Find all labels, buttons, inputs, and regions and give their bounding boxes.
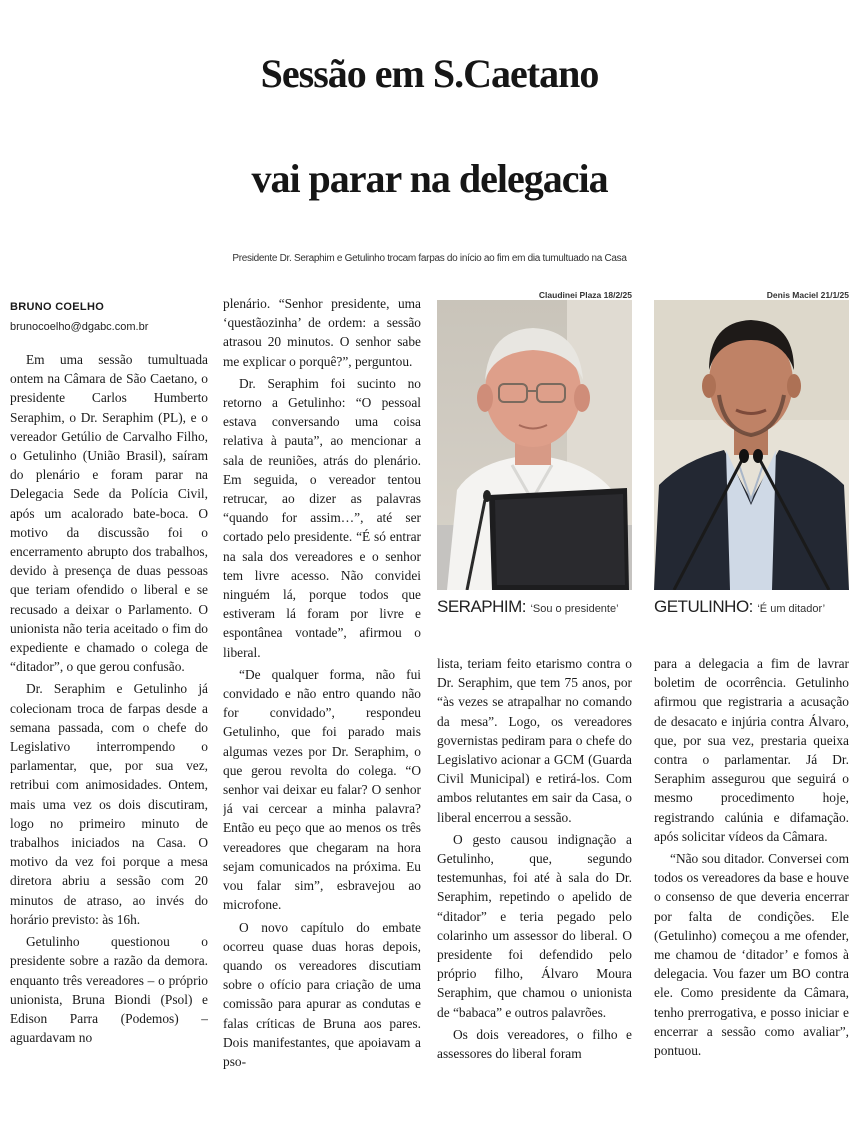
paragraph: para a delegacia a fim de lavrar boletim de ocorrência. Getulinho afirmou que registraria a acusação de desacato e injúria contra Álvaro, que, por sua vez, prestaria queixa contra o parlamentar. Já Dr. Seraphim assegurou que seguirá o mesmo procedimento hoje, registrando calúnia e difamação. após solicitar vídeos da Câmara. (654, 656, 849, 844)
article-column-4 (654, 654, 849, 1118)
caption-name: SERAPHIM: (437, 597, 527, 616)
article-column-2 (223, 294, 421, 1118)
paragraph: O gesto causou indignação a Getulinho, que, segundo testemunhas, foi até à sala do Dr. Seraphim, repetindo o apelido de “ditador” e teria pegado pelo colarinho um assessor do liberal. O presidente foi defendido pelo próprio filho, Álvaro Moura Seraphim, que chamou o unionista de “babaca” e outros palavrões. (437, 831, 632, 1020)
paragraph: “De qualquer forma, não fui convidado e não entro quando não for convidado”, respondeu Getulinho, que foi parado mais algumas vezes por Dr. Seraphim, o que gerou revolta do colega. “O senhor vai deixar eu falar? O senhor já vai cercear a minha palavra? Então eu peço que ao menos os três vereadores que chegaram na hora sejam comunicados na próxima. Eu vou falar sim”, esbravejou ao microfone. (223, 666, 421, 913)
article-column-1 (10, 350, 208, 1118)
seraphim-photo (437, 300, 632, 590)
caption-quote: ‘Sou o presidente’ (530, 603, 619, 615)
paragraph: lista, teriam feito etarismo contra o Dr. Seraphim, que tem 75 anos, por “às vezes se atrapalhar no comando da mesa”. Logo, os vereadores governistas pediram para o chefe do Legislativo acionar a GCM (Guarda Civil Municipal) e retirá-los. Com ambos relutantes em sair da Casa, o liberal encerrou a sessão. (437, 656, 632, 825)
paragraph: Os dois vereadores, o filho e assessores do liberal foram (437, 1026, 632, 1062)
paragraph: “Não sou ditador. Conversei com todos os vereadores da base e houve o consenso de que deveria encerrar por falta de condições. Ele (Getulinho) começou a me ofender, me chamou de ‘ditador’ e fomos à delegacia. Vou fazer um BO contra ele. Como presidente da Câmara, tenho prerrogativa, e posso iniciar e encerrar a sessão como avaliar”, pontuou. (654, 851, 849, 1059)
paragraph: O novo capítulo do embate ocorreu quase duas horas depois, quando os vereadores discutiam sobre o ofício para criação de uma comissão para apurar as condutas e falas críticas de Bruna aos pares. Dois manifestantes, que apoiavam a pso- (223, 919, 421, 1069)
paragraph: Em uma sessão tumultuada ontem na Câmara de São Caetano, o presidente Carlos Humberto Seraphim, o Dr. Seraphim (PL), e o vereador Getúlio de Carvalho Filho, o Getulinho (União Brasil), saíram do plenário e foram parar na Delegacia Sede da Polícia Civil, após um acalorado bate-boca. O motivo da discussão foi o encerramento abrupto dos trabalhos, devido à presença de duas pessoas que teriam ofendido o liberal e se recusado a deixar o Parlamento. O unionista não teria aceitado o fim do expediente e chamado o colega de “ditador”, o que gerou confusão. (10, 352, 208, 675)
paragraph: Dr. Seraphim e Getulinho já colecionam troca de farpas desde a semana passada, com o chefe do Legislativo interrompendo o parlamentar, que, por sua vez, retribui com animosidades. Ontem, mais uma vez os dois discutiram, logo no primeiro minuto de trabalhos iniciados na Casa. O motivo da vez foi porque a mesa diretora abriu a sessão com 20 minutos de atraso, ao invés do horário previsto: às 16h. (10, 681, 208, 927)
photo-credit: Claudinei Plaza 18/2/25 (538, 290, 632, 300)
paragraph: Getulinho questionou o presidente sobre a razão da demora. enquanto três vereadores – o próprio unionista, Bruna Biondi (Psol) e Edison Parra (Podemos) – aguardavam no (10, 934, 208, 1046)
getulinho-caption (654, 597, 825, 617)
caption-quote: ‘É um ditador’ (757, 603, 826, 615)
seraphim-caption (437, 597, 619, 617)
subheadline: Presidente Dr. Seraphim e Getulinho trocam farpas do início ao fim em dia tumultuado na Casa (232, 253, 627, 264)
photo-credit: Denis Maciel 21/1/25 (766, 290, 849, 300)
headline-line-1: Sessão em S.Caetano (260, 51, 599, 96)
author-name: BRUNO COELHO (10, 301, 105, 313)
article-column-3 (437, 654, 632, 1118)
getulinho-photo (654, 300, 849, 590)
author-email: brunocoelho@dgabc.com.br (10, 321, 149, 333)
paragraph: Dr. Seraphim foi sucinto no retorno a Getulinho: “O pessoal estava conversando uma coisa relativa à pauta”, ao mencionar a sala de reuniões, atrás do plenário. Em seguida, o vereador tentou retrucar, ao dizer as palavras “quando for assim…”, até ser cortado pelo presidente. “É só entrar na sala dos vereadores e o senhor tem livre acesso. Não convidei ninguém lá, porque todos que estiveram lá foram por livre e espontânea vontade”, afirmou o liberal. (223, 375, 421, 660)
paragraph: plenário. “Senhor presidente, uma ‘questãozinha’ de ordem: a sessão atrasou 20 minutos. O senhor sabe me explicar o porquê?”, perguntou. (223, 296, 421, 369)
caption-name: GETULINHO: (654, 597, 753, 616)
headline-line-2: vai parar na delegacia (251, 156, 608, 201)
